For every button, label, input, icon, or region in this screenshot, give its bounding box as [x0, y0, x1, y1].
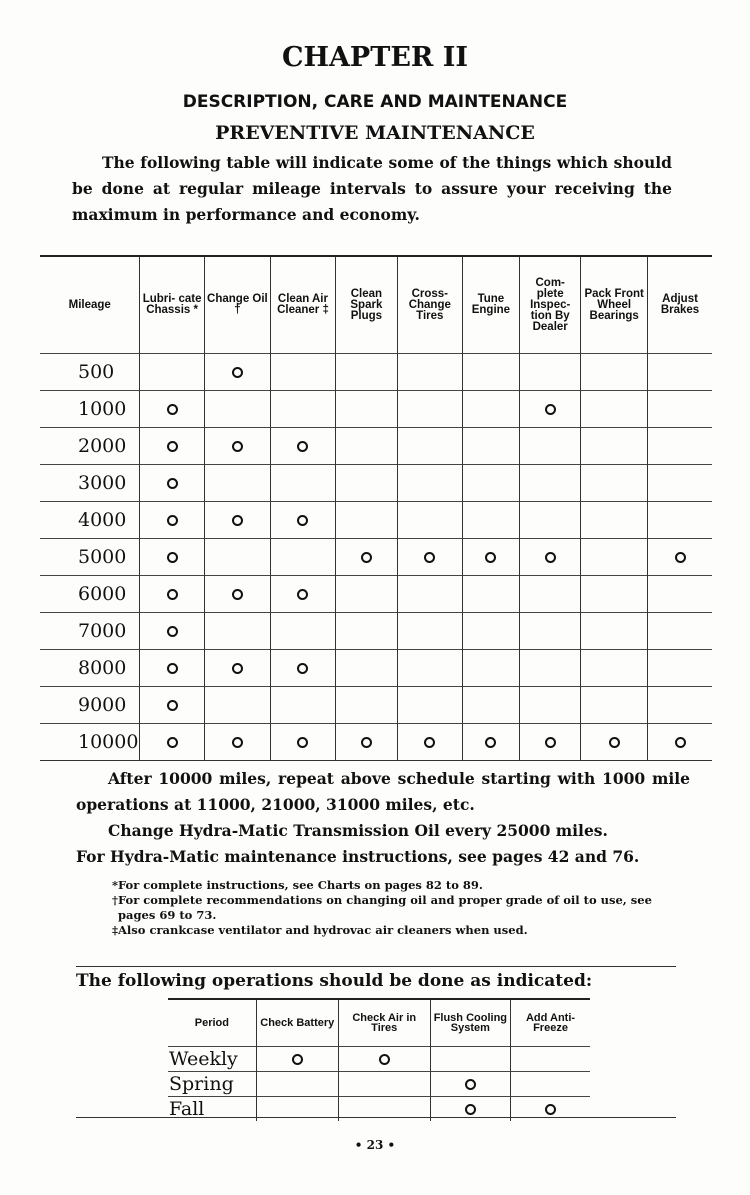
- main-header: Tune Engine: [462, 256, 519, 354]
- circle-mark-icon: [361, 552, 372, 563]
- mileage-cell: 5000: [40, 539, 140, 576]
- period-cell: Spring: [168, 1072, 256, 1097]
- sub-header: Period: [194, 1017, 229, 1029]
- schedule-cell: [335, 613, 397, 650]
- schedule-cell: [140, 613, 204, 650]
- schedule-cell: [204, 391, 270, 428]
- schedule-cell: [520, 613, 581, 650]
- schedule-cell: [271, 613, 336, 650]
- schedule-cell: [648, 539, 712, 576]
- schedule-cell: [397, 428, 462, 465]
- schedule-cell: [397, 613, 462, 650]
- schedule-cell: [271, 465, 336, 502]
- schedule-cell: [338, 1072, 430, 1097]
- circle-mark-icon: [167, 700, 178, 711]
- circle-mark-icon: [297, 663, 308, 674]
- schedule-cell: [648, 428, 712, 465]
- mileage-maintenance-table: [40, 255, 712, 761]
- circle-mark-icon: [232, 589, 243, 600]
- mileage-cell: 10000: [40, 724, 140, 761]
- schedule-cell: [581, 687, 648, 724]
- schedule-cell: [520, 724, 581, 761]
- schedule-cell: [581, 724, 648, 761]
- schedule-cell: [335, 539, 397, 576]
- schedule-cell: [204, 687, 270, 724]
- main-header: Cross- Change Tires: [397, 256, 462, 354]
- schedule-cell: [140, 502, 204, 539]
- schedule-cell: [140, 650, 204, 687]
- schedule-cell: [204, 428, 270, 465]
- main-header: Change Oil †: [204, 256, 270, 354]
- circle-mark-icon: [292, 1054, 303, 1065]
- schedule-cell: [520, 428, 581, 465]
- subsection-title: PREVENTIVE MAINTENANCE: [215, 122, 535, 144]
- schedule-cell: [520, 650, 581, 687]
- schedule-cell: [430, 1072, 510, 1097]
- table-row: [40, 391, 712, 428]
- table-row: [40, 465, 712, 502]
- circle-mark-icon: [167, 552, 178, 563]
- schedule-cell: [462, 687, 519, 724]
- schedule-cell: [397, 650, 462, 687]
- table-row: [168, 1072, 590, 1097]
- schedule-cell: [204, 576, 270, 613]
- schedule-cell: [520, 354, 581, 391]
- circle-mark-icon: [297, 737, 308, 748]
- hydramatic-note: For Hydra-Matic maintenance instructions, see pages 42 and 76.: [76, 847, 640, 866]
- schedule-cell: [520, 539, 581, 576]
- mileage-cell: 9000: [40, 687, 140, 724]
- schedule-cell: [140, 354, 204, 391]
- main-header: Mileage: [68, 298, 111, 311]
- schedule-cell: [462, 576, 519, 613]
- footnote: *For complete instructions, see Charts on pages 82 to 89.: [112, 878, 483, 892]
- circle-mark-icon: [485, 737, 496, 748]
- schedule-cell: [397, 354, 462, 391]
- schedule-cell: [397, 502, 462, 539]
- circle-mark-icon: [675, 737, 686, 748]
- sub-header: Check Air in Tires: [338, 999, 430, 1047]
- schedule-cell: [397, 465, 462, 502]
- circle-mark-icon: [167, 441, 178, 452]
- schedule-cell: [204, 539, 270, 576]
- schedule-cell: [520, 502, 581, 539]
- schedule-cell: [581, 576, 648, 613]
- schedule-cell: [140, 576, 204, 613]
- mileage-cell: 3000: [40, 465, 140, 502]
- sub-header: Flush Cooling System: [430, 999, 510, 1047]
- main-header: Com- plete Inspec- tion By Dealer: [520, 256, 581, 354]
- schedule-cell: [140, 539, 204, 576]
- schedule-cell: [256, 1072, 338, 1097]
- schedule-cell: [511, 1047, 590, 1072]
- schedule-cell: [335, 724, 397, 761]
- circle-mark-icon: [232, 367, 243, 378]
- circle-mark-icon: [232, 441, 243, 452]
- table-row: [40, 613, 712, 650]
- schedule-cell: [204, 502, 270, 539]
- table-row: [40, 539, 712, 576]
- schedule-cell: [397, 724, 462, 761]
- divider: [76, 1117, 676, 1118]
- schedule-cell: [648, 502, 712, 539]
- circle-mark-icon: [361, 737, 372, 748]
- schedule-cell: [648, 576, 712, 613]
- schedule-cell: [140, 724, 204, 761]
- circle-mark-icon: [545, 552, 556, 563]
- schedule-cell: [462, 613, 519, 650]
- schedule-cell: [581, 650, 648, 687]
- table-row: [40, 354, 712, 391]
- schedule-cell: [140, 687, 204, 724]
- schedule-cell: [397, 576, 462, 613]
- schedule-cell: [140, 391, 204, 428]
- schedule-cell: [581, 465, 648, 502]
- mileage-cell: 6000: [40, 576, 140, 613]
- circle-mark-icon: [545, 404, 556, 415]
- schedule-cell: [520, 687, 581, 724]
- sub-header: Check Battery: [256, 999, 338, 1047]
- circle-mark-icon: [465, 1104, 476, 1115]
- mileage-cell: 500: [40, 354, 140, 391]
- schedule-cell: [397, 539, 462, 576]
- sub-header: Add Anti-Freeze: [511, 999, 590, 1047]
- table-row: [40, 502, 712, 539]
- circle-mark-icon: [297, 441, 308, 452]
- main-header: Clean Spark Plugs: [335, 256, 397, 354]
- circle-mark-icon: [545, 1104, 556, 1115]
- table-row: [40, 687, 712, 724]
- schedule-cell: [581, 428, 648, 465]
- circle-mark-icon: [297, 589, 308, 600]
- chapter-title: CHAPTER II: [281, 42, 469, 73]
- schedule-cell: [271, 576, 336, 613]
- schedule-cell: [520, 576, 581, 613]
- period-cell: Weekly: [168, 1047, 256, 1072]
- table-row: [40, 724, 712, 761]
- circle-mark-icon: [675, 552, 686, 563]
- schedule-cell: [462, 724, 519, 761]
- circle-mark-icon: [167, 478, 178, 489]
- schedule-cell: [462, 465, 519, 502]
- schedule-cell: [335, 428, 397, 465]
- schedule-cell: [335, 650, 397, 687]
- mileage-cell: 1000: [40, 391, 140, 428]
- main-header: Pack Front Wheel Bearings: [581, 256, 648, 354]
- schedule-cell: [648, 391, 712, 428]
- schedule-cell: [581, 539, 648, 576]
- schedule-cell: [581, 391, 648, 428]
- schedule-cell: [581, 502, 648, 539]
- schedule-cell: [271, 391, 336, 428]
- schedule-cell: [648, 650, 712, 687]
- schedule-cell: [271, 539, 336, 576]
- circle-mark-icon: [232, 663, 243, 674]
- schedule-cell: [335, 391, 397, 428]
- schedule-cell: [271, 650, 336, 687]
- footnote: †For complete recommendations on changing oil and proper grade of oil to use, see pages 69 to 73.: [112, 893, 652, 922]
- circle-mark-icon: [167, 737, 178, 748]
- main-header: Clean Air Cleaner ‡: [271, 256, 336, 354]
- schedule-cell: [648, 465, 712, 502]
- table-row: [40, 576, 712, 613]
- circle-mark-icon: [167, 404, 178, 415]
- table-row: [40, 650, 712, 687]
- schedule-cell: [335, 687, 397, 724]
- schedule-cell: [204, 354, 270, 391]
- repeat-note: After 10000 miles, repeat above schedule starting with 1000 mile operations at 11000, 21000, 31000 miles, etc.: [76, 769, 690, 814]
- circle-mark-icon: [609, 737, 620, 748]
- circle-mark-icon: [465, 1079, 476, 1090]
- period-cell: Fall: [168, 1097, 256, 1122]
- schedule-cell: [140, 428, 204, 465]
- schedule-cell: [462, 428, 519, 465]
- table-row: [40, 428, 712, 465]
- schedule-cell: [204, 465, 270, 502]
- schedule-cell: [397, 687, 462, 724]
- schedule-cell: [648, 687, 712, 724]
- circle-mark-icon: [424, 552, 435, 563]
- section-title: DESCRIPTION, CARE AND MAINTENANCE: [182, 92, 568, 112]
- circle-mark-icon: [167, 663, 178, 674]
- schedule-cell: [204, 613, 270, 650]
- schedule-cell: [335, 576, 397, 613]
- circle-mark-icon: [167, 626, 178, 637]
- schedule-cell: [271, 354, 336, 391]
- circle-mark-icon: [232, 515, 243, 526]
- circle-mark-icon: [424, 737, 435, 748]
- schedule-cell: [338, 1047, 430, 1072]
- schedule-cell: [581, 613, 648, 650]
- schedule-cell: [648, 354, 712, 391]
- periodic-operations-table: [168, 998, 590, 1121]
- circle-mark-icon: [167, 589, 178, 600]
- mileage-cell: 2000: [40, 428, 140, 465]
- after-notes: [76, 766, 690, 870]
- schedule-cell: [204, 650, 270, 687]
- schedule-cell: [648, 724, 712, 761]
- intro-paragraph: The following table will indicate some of the things which should be done at regular mileage intervals to assure your receiving the maximum in performance and economy.: [72, 153, 672, 224]
- circle-mark-icon: [297, 515, 308, 526]
- schedule-cell: [256, 1047, 338, 1072]
- schedule-cell: [462, 539, 519, 576]
- schedule-cell: [140, 465, 204, 502]
- main-header: Lubri- cate Chassis *: [140, 256, 204, 354]
- operations-heading: The following operations should be done as indicated:: [76, 966, 676, 995]
- schedule-cell: [271, 428, 336, 465]
- schedule-cell: [271, 687, 336, 724]
- mileage-cell: 4000: [40, 502, 140, 539]
- schedule-cell: [520, 391, 581, 428]
- schedule-cell: [462, 354, 519, 391]
- schedule-cell: [271, 502, 336, 539]
- circle-mark-icon: [379, 1054, 390, 1065]
- footnote: ‡Also crankcase ventilator and hydrovac air cleaners when used.: [112, 923, 528, 937]
- circle-mark-icon: [545, 737, 556, 748]
- schedule-cell: [204, 724, 270, 761]
- circle-mark-icon: [232, 737, 243, 748]
- circle-mark-icon: [485, 552, 496, 563]
- schedule-cell: [462, 650, 519, 687]
- schedule-cell: [335, 354, 397, 391]
- page-number: • 23 •: [354, 1138, 396, 1152]
- schedule-cell: [520, 465, 581, 502]
- main-header: Adjust Brakes: [648, 256, 712, 354]
- schedule-cell: [335, 502, 397, 539]
- circle-mark-icon: [167, 515, 178, 526]
- footnotes: [112, 878, 682, 938]
- table-row: [168, 1047, 590, 1072]
- schedule-cell: [397, 391, 462, 428]
- schedule-cell: [335, 465, 397, 502]
- mileage-cell: 7000: [40, 613, 140, 650]
- schedule-cell: [648, 613, 712, 650]
- mileage-cell: 8000: [40, 650, 140, 687]
- schedule-cell: [581, 354, 648, 391]
- schedule-cell: [462, 502, 519, 539]
- schedule-cell: [462, 391, 519, 428]
- schedule-cell: [511, 1072, 590, 1097]
- transmission-note: Change Hydra-Matic Transmission Oil every 25000 miles.: [108, 821, 608, 840]
- schedule-cell: [271, 724, 336, 761]
- schedule-cell: [430, 1047, 510, 1072]
